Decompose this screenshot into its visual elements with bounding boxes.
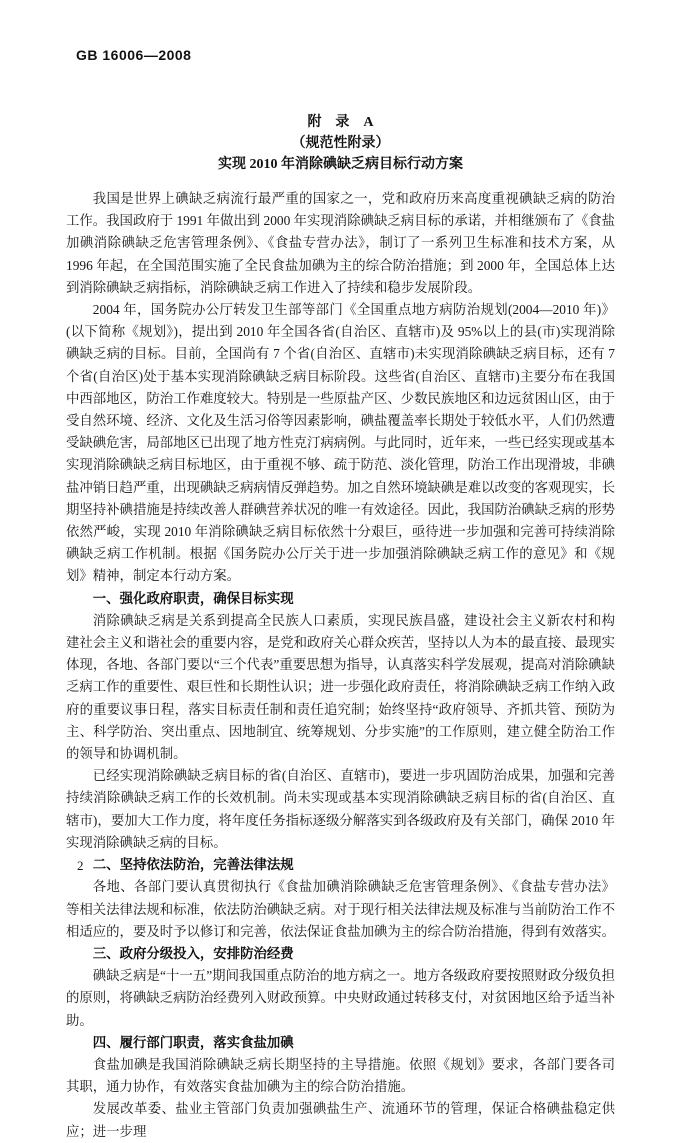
section-heading-2: 二、坚持依法防治，完善法律法规 <box>92 857 294 873</box>
section-heading-1: 一、强化政府职责，确保目标实现 <box>92 590 294 606</box>
section-heading-4: 四、履行部门职责，落实食盐加碘 <box>92 1034 294 1050</box>
paragraph-intro: 我国是世界上碘缺乏病流行最严重的国家之一，党和政府历来高度重视碘缺乏病的防治工作。我国政府于 1991 年做出到 2000 年实现消除碘缺乏病目标的承诺，并相继颁布了《食盐加碘消除碘缺乏危害管理条例》、《食盐专营办法》，制订了一系列卫生标准和技术方案，从 1996 年起，在全国范围实施了全民食盐加碘为主的综合防治措施；到 2000 年，全国总体上达到消除碘缺乏病指标，消除碘缺乏病工作进入了持续和稳步发展阶段。 <box>66 191 616 295</box>
section-heading-3: 三、政府分级投入，安排防治经费 <box>92 945 294 961</box>
paragraph-section4-a: 食盐加碘是我国消除碘缺乏病长期坚持的主导措施。依照《规划》要求，各部门要各司其职，通力协作，有效落实食盐加碘为主的综合防治措施。 <box>66 1056 615 1095</box>
paragraph-section3: 碘缺乏病是“十一五”期间我国重点防治的地方病之一。地方各级政府要按照财政分级负担的原则，将碘缺乏病防治经费列入财政预算。中央财政通过转移支付，对贫困地区给予适当补助。 <box>66 968 616 1028</box>
body-text <box>66 188 615 1143</box>
appendix-title: 附 录 A <box>307 115 374 130</box>
standard-code: GB 16006—2008 <box>76 47 192 63</box>
appendix-subtitle: （规范性附录） <box>291 136 390 151</box>
paragraph-background: 2004 年，国务院办公厅转发卫生部等部门《全国重点地方病防治规划(2004—2010 年)》(以下简称《规划》)，提出到 2010 年全国各省(自治区、直辖市)及 95%以上的县(市)实现消除碘缺乏病的目标。目前，全国尚有 7 个省(自治区、直辖市)未实现消除碘缺乏病目标，还有 7 个省(自治区)处于基本实现消除碘缺乏病目标阶段。这些省(自治区、直辖市)主要分布在我国中西部地区，防治工作难度较大。特别是一些原盐产区、少数民族地区和边远贫困山区，由于受自然环境、经济、文化及生活习俗等因素影响，碘盐覆盖率长期处于较低水平，人们仍然遭受缺碘危害，局部地区已出现了地方性克汀病病例。与此同时，近年来，一些已经实现或基本实现消除碘缺乏病目标地区，由于重视不够、疏于防范、淡化管理，防治工作出现滑坡，非碘盐冲销日趋严重，出现碘缺乏病病情反弹趋势。加之自然环境缺碘是难以改变的客观现实，长期坚持补碘措施是持续改善人群碘营养状况的唯一有效途径。因此，我国防治碘缺乏病的形势依然严峻，实现 2010 年消除碘缺乏病目标依然十分艰巨，亟待进一步加强和完善可持续消除碘缺乏病工作机制。根据《国务院办公厅关于进一步加强消除碘缺乏病工作的意见》和《规划》精神，制定本行动方案。 <box>66 302 616 584</box>
paragraph-section1-b: 已经实现消除碘缺乏病目标的省(自治区、直辖市)，要进一步巩固防治成果，加强和完善持续消除碘缺乏病工作的长效机制。尚未实现或基本实现消除碘缺乏病目标的省(自治区、直辖市)，要加大工作力度，将年度任务指标逐级分解落实到各级政府及有关部门，确保 2010 年实现消除碘缺乏病的目标。 <box>66 768 615 850</box>
page-number: 2 <box>77 858 84 873</box>
paragraph-section4-b: 发展改革委、盐业主管部门负责加强碘盐生产、流通环节的管理，保证合格碘盐稳定供应；进一步理 <box>66 1101 615 1139</box>
appendix-title-block <box>66 112 615 175</box>
page-content <box>66 112 615 1143</box>
paragraph-section1-a: 消除碘缺乏病是关系到提高全民族人口素质，实现民族昌盛，建设社会主义新农村和构建社会主义和谐社会的重要内容，是党和政府关心群众疾苦，坚持以人为本的最直接、最现实体现，各地、各部门要以“三个代表”重要思想为指导，认真落实科学发展观，提高对消除碘缺乏病工作的重要性、艰巨性和长期性认识；进一步强化政府责任，将消除碘缺乏病工作纳入政府的重要议事日程，落实目标责任制和责任追究制；始终坚持“政府领导、齐抓共管、预防为主、科学防治、突出重点、因地制宜、统筹规划、分步实施”的工作原则，建立健全防治工作的领导和协调机制。 <box>66 612 616 762</box>
paragraph-section2: 各地、各部门要认真贯彻执行《食盐加碘消除碘缺乏危害管理条例》、《食盐专营办法》等相关法律法规和标准，依法防治碘缺乏病。对于现行相关法律法规及标准与当前防治工作不相适应的，要及时予以修订和完善，依法保证食盐加碘为主的综合防治措施，得到有效落实。 <box>66 879 616 939</box>
appendix-plan-title: 实现 2010 年消除碘缺乏病目标行动方案 <box>218 157 463 172</box>
